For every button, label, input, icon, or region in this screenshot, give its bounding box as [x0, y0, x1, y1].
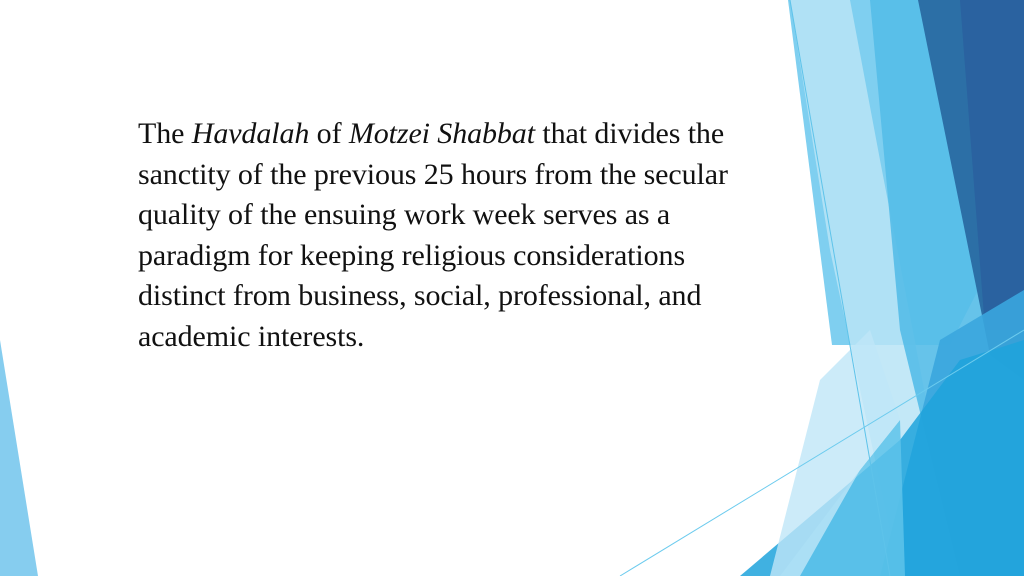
paragraph-text-2: of [309, 117, 349, 150]
term-havdalah: Havdalah [191, 117, 310, 150]
paragraph-text-3: that divides the sanctity of the previous 25 hours from the secular quality of the ensuing work week serves as a paradigm for keeping religious considerations distinct from business, social, professional, and academic interests. [138, 117, 728, 353]
slide-paragraph [138, 114, 778, 358]
term-motzei-shabbat: Motzei Shabbat [348, 117, 535, 150]
left-edge-stripe [0, 340, 38, 576]
paragraph-text-1: The [138, 117, 192, 150]
